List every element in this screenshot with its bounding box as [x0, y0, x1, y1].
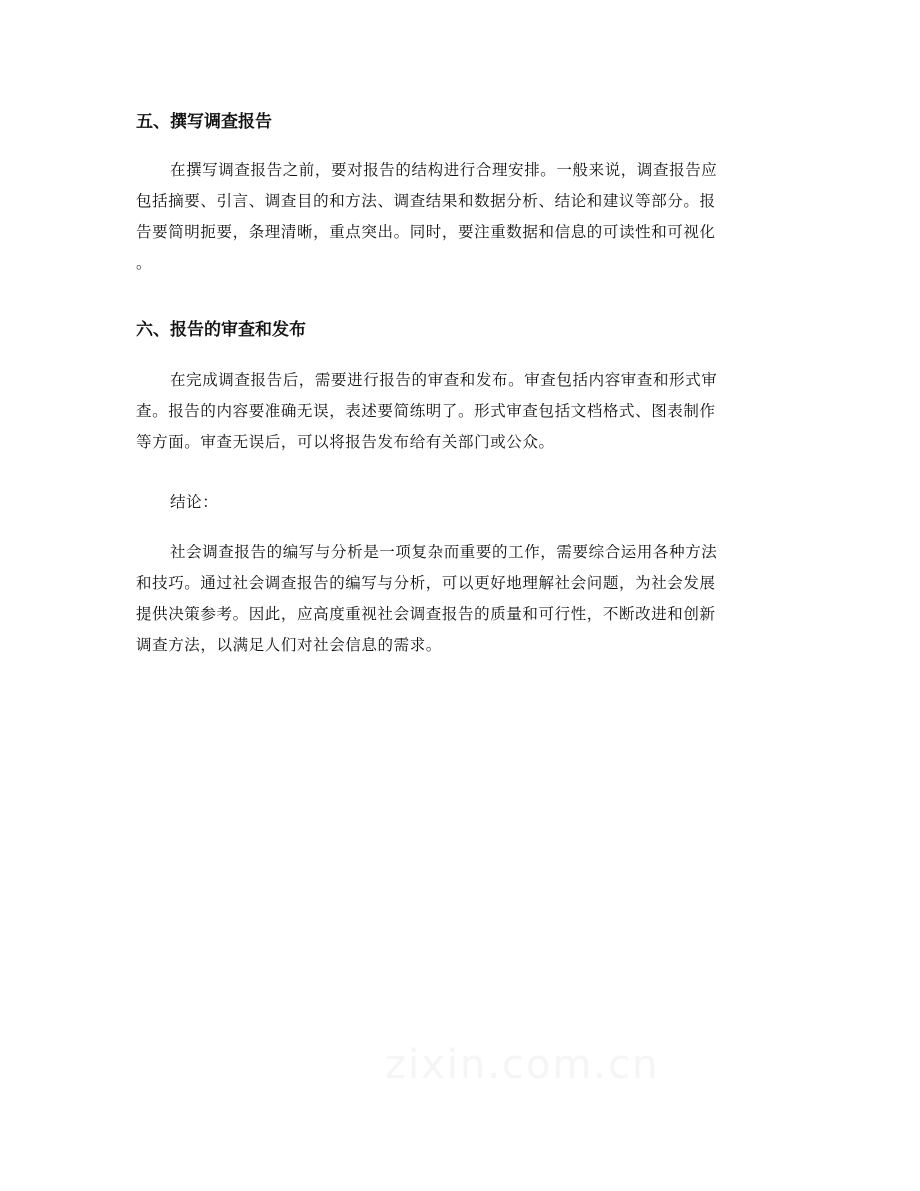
section6-paragraph	[136, 365, 786, 458]
section6-heading: 六、报告的审查和发布	[136, 320, 306, 340]
conclusion-line-2: 和技巧。通过社会调查报告的编写与分析，可以更好地理解社会问题，为社会发展	[136, 574, 716, 592]
conclusion-label-text: 结论：	[170, 493, 219, 511]
section6-line-2: 查。报告的内容要准确无误，表述要简练明了。形式审查包括文档格式、图表制作	[136, 402, 716, 420]
section5-line-3: 告要简明扼要，条理清晰，重点突出。同时，要注重数据和信息的可读性和可视化	[136, 223, 716, 241]
watermark-text: zixin.com.cn	[385, 1042, 660, 1088]
section5-line-4: 。	[136, 254, 153, 272]
section5-line-1: 在撰写调查报告之前，要对报告的结构进行合理安排。一般来说，调查报告应	[170, 161, 718, 179]
conclusion-line-1: 社会调查报告的编写与分析是一项复杂而重要的工作，需要综合运用各种方法	[170, 543, 718, 561]
section5-line-2: 包括摘要、引言、调查目的和方法、调查结果和数据分析、结论和建议等部分。报	[136, 192, 716, 210]
conclusion-line-3: 提供决策参考。因此，应高度重视社会调查报告的质量和可行性，不断改进和创新	[136, 605, 716, 623]
section6-line-3: 等方面。审查无误后，可以将报告发布给有关部门或公众。	[136, 433, 555, 451]
section5-heading: 五、撰写调查报告	[136, 112, 272, 132]
conclusion-label	[136, 487, 786, 518]
conclusion-paragraph	[136, 537, 786, 661]
section5-paragraph	[136, 155, 786, 279]
conclusion-line-4: 调查方法，以满足人们对社会信息的需求。	[136, 636, 442, 654]
section6-line-1: 在完成调查报告后，需要进行报告的审查和发布。审查包括内容审查和形式审	[170, 371, 718, 389]
